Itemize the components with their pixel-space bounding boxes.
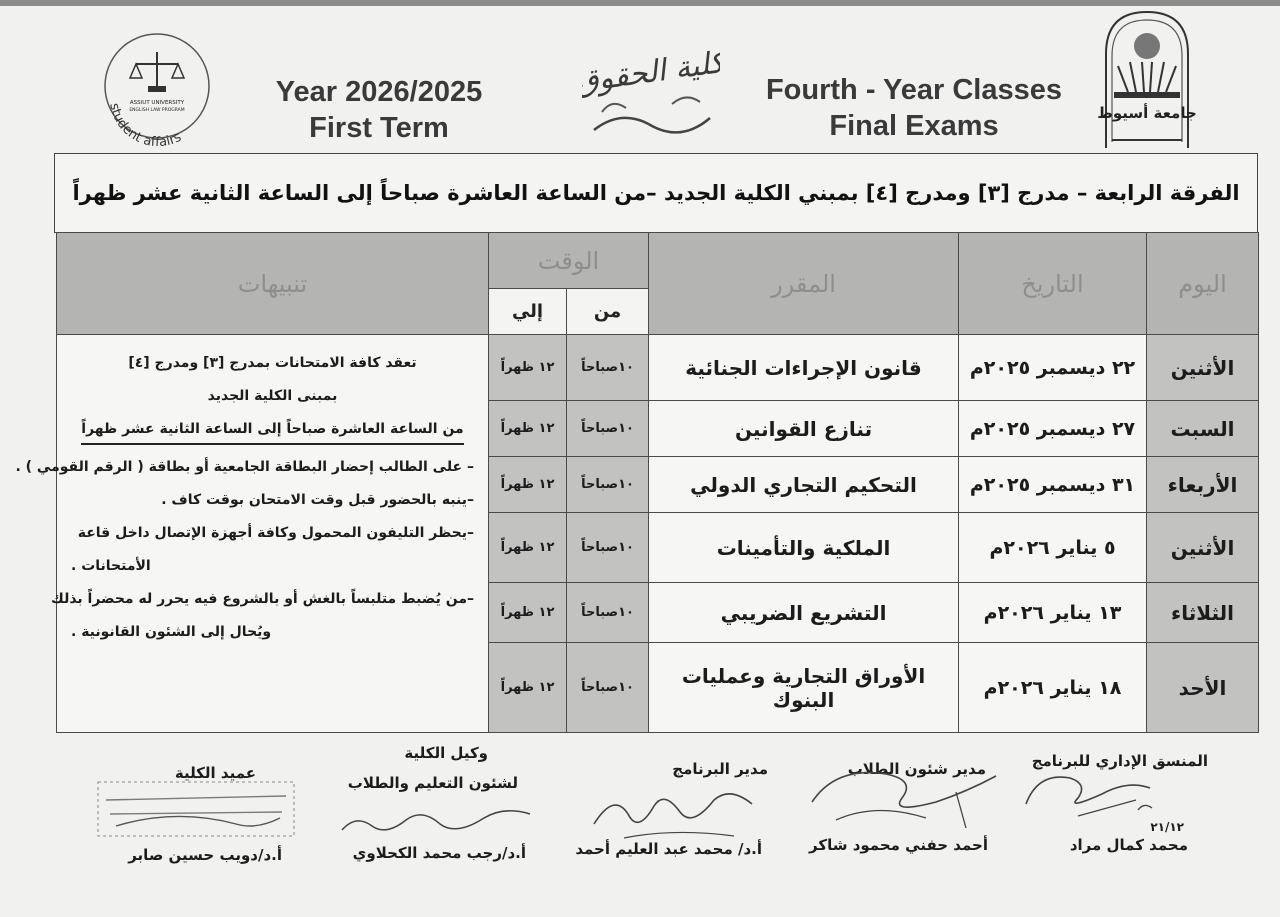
- logo-line1: ASSIUT UNIVERSITY: [129, 100, 185, 106]
- row-to: ١٢ ظهراً: [489, 643, 567, 733]
- header-course: المقرر: [649, 233, 959, 335]
- row-day: الثلاثاء: [1147, 583, 1259, 643]
- vice-dean-title: وكيل الكلية: [404, 744, 488, 762]
- row-day: السبت: [1147, 401, 1259, 457]
- row-date: ٢٢ ديسمبر ٢٠٢٥م: [959, 335, 1147, 401]
- header-from: من: [567, 289, 649, 335]
- dean-stamp-signature: [96, 778, 296, 840]
- row-from: ١٠صباحاً: [567, 513, 649, 583]
- header-time: الوقت: [489, 233, 649, 289]
- row-date: ٣١ ديسمبر ٢٠٢٥م: [959, 457, 1147, 513]
- row-to: ١٢ ظهراً: [489, 457, 567, 513]
- vice-dean-title-line2: لشئون التعليم والطلاب: [347, 774, 518, 792]
- row-day: الأثنين: [1147, 335, 1259, 401]
- faculty-calligraphy: [582, 38, 720, 148]
- classes-label: Fourth - Year Classes: [765, 74, 1063, 106]
- header-to: إلي: [489, 289, 567, 335]
- note-line: –من يُضبط متلبساً بالغش أو بالشروع فيه يحرر له محضراً بذلك: [51, 591, 474, 607]
- exam-schedule-table: [15, 232, 1259, 733]
- note-line: بمبنى الكلية الجديد: [207, 388, 338, 404]
- exam-heading: [740, 72, 1088, 144]
- university-logo: [1098, 8, 1196, 150]
- row-day: الأثنين: [1147, 513, 1259, 583]
- vice-dean-signature: [336, 800, 536, 842]
- header-notes: تنبيهات: [57, 233, 489, 335]
- row-course: قانون الإجراءات الجنائية: [649, 335, 959, 401]
- row-from: ١٠صباحاً: [567, 643, 649, 733]
- coordinator-signature: [1018, 764, 1168, 830]
- final-exams-label: Final Exams: [829, 110, 999, 142]
- logo-arc-text: student affairs: [106, 101, 184, 148]
- row-day: الأربعاء: [1147, 457, 1259, 513]
- dean-name: أ.د/دويب حسين صابر: [128, 846, 282, 864]
- header-day: اليوم: [1147, 233, 1259, 335]
- row-from: ١٠صباحاً: [567, 583, 649, 643]
- banner-text: الفرقة الرابعة – مدرج [٣] ومدرج [٤] بمبني الكلية الجديد –من الساعة العاشرة صباحاً إلى الساعة الثانية عشر ظهراً: [72, 181, 1240, 205]
- row-course: الأوراق التجارية وعمليات البنوك: [649, 643, 959, 733]
- note-line: – على الطالب إحضار البطاقة الجامعية أو بطاقة ( الرقم القومي ) .: [15, 459, 474, 475]
- logo-line2: ENGLISH LAW PROGRAM: [129, 108, 185, 113]
- note-line-underlined: من الساعة العاشرة صباحاً إلى الساعة الثانية عشر ظهراً: [81, 415, 463, 445]
- row-from: ١٠صباحاً: [567, 401, 649, 457]
- calligraphy-text: كلية الحقوق: [582, 44, 720, 101]
- vice-dean-name: أ.د/رجب محمد الكحلاوي: [352, 844, 526, 862]
- coordinator-note: ٢١/١٢: [1150, 820, 1184, 834]
- coordinator-name: محمد كمال مراد: [1069, 836, 1188, 854]
- row-from: ١٠صباحاً: [567, 457, 649, 513]
- row-to: ١٢ ظهراً: [489, 335, 567, 401]
- program-director-name: أ.د/ محمد عبد العليم أحمد: [575, 840, 762, 858]
- row-course: الملكية والتأمينات: [649, 513, 959, 583]
- row-date: ٢٧ ديسمبر ٢٠٢٥م: [959, 401, 1147, 457]
- note-line: ويُحال إلى الشئون القانونية .: [71, 624, 272, 640]
- note-line: –ينبه بالحضور قبل وقت الامتحان بوقت كاف .: [161, 492, 474, 508]
- dean-title: عميد الكلية: [174, 764, 256, 782]
- table-row: [57, 335, 1259, 401]
- row-day: الأحد: [1147, 643, 1259, 733]
- term-heading: [248, 74, 510, 146]
- student-affairs-director-title: مدير شئون الطلاب: [847, 760, 986, 778]
- row-course: التشريع الضريبي: [649, 583, 959, 643]
- exam-location-banner: [54, 153, 1258, 233]
- program-director-title: مدير البرنامج: [672, 760, 768, 778]
- row-course: التحكيم التجاري الدولي: [649, 457, 959, 513]
- row-to: ١٢ ظهراً: [489, 401, 567, 457]
- student-affairs-director-signature: [806, 762, 1006, 838]
- program-director-signature: [584, 784, 764, 848]
- note-line: تعقد كافة الامتحانات بمدرج [٣] ومدرج [٤]: [128, 355, 417, 371]
- row-date: ٥ يناير ٢٠٢٦م: [959, 513, 1147, 583]
- university-logo-text: جامعة أسيوط: [1098, 104, 1196, 122]
- row-to: ١٢ ظهراً: [489, 583, 567, 643]
- student-affairs-director-name: أحمد حفني محمود شاكر: [809, 836, 988, 854]
- coordinator-title: المنسق الإداري للبرنامج: [1031, 752, 1208, 770]
- row-to: ١٢ ظهراً: [489, 513, 567, 583]
- note-line: الأمتحانات .: [71, 558, 151, 574]
- header-date: التاريخ: [959, 233, 1147, 335]
- notes-cell: [15, 335, 489, 733]
- row-date: ١٣ يناير ٢٠٢٦م: [959, 583, 1147, 643]
- term-label: First Term: [309, 112, 449, 144]
- scan-top-edge: [0, 0, 1280, 6]
- note-line: –يحظر التليفون المحمول وكافة أجهزة الإتصال داخل قاعة: [77, 525, 474, 541]
- row-course: تنازع القوانين: [649, 401, 959, 457]
- year-label: Year 2026/2025: [275, 76, 483, 108]
- student-affairs-logo: [96, 26, 218, 148]
- row-date: ١٨ يناير ٢٠٢٦م: [959, 643, 1147, 733]
- row-from: ١٠صباحاً: [567, 335, 649, 401]
